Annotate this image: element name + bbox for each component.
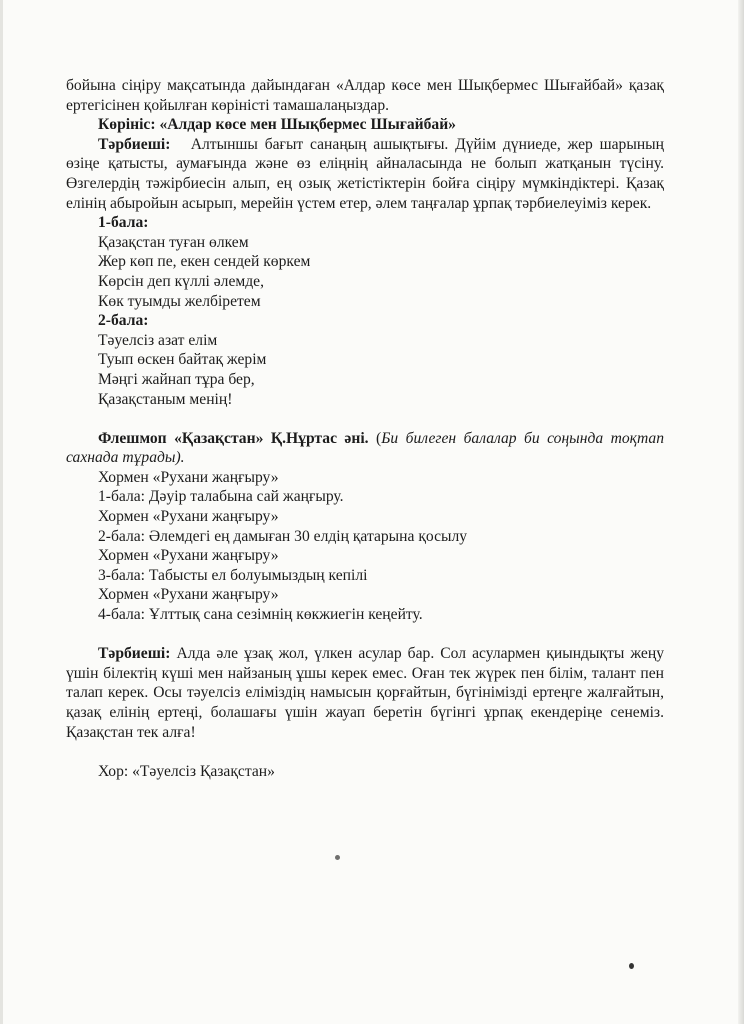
chant-line: 3-бала: Табысты ел болуымыздың кепілі bbox=[98, 566, 368, 584]
flashmob-note: Би билеген балалар би соңында тоқтап сахнада тұрады). bbox=[66, 429, 664, 467]
poem-line: Мәңгі жайнап тұра бер, bbox=[98, 370, 255, 388]
chant-line: 1-бала: Дәуір талабына сай жаңғыру. bbox=[98, 488, 344, 506]
child1-poem bbox=[66, 213, 664, 311]
poem-line: Тәуелсіз азат елім bbox=[98, 331, 218, 349]
chant-line: Хормен «Рухани жаңғыру» bbox=[98, 468, 279, 486]
scene-title: «Алдар көсе мен Шықбермес Шығайбай» bbox=[159, 116, 456, 134]
intro-paragraph: бойына сіңіру мақсатында дайындаған «Алдар көсе мен Шықбермес Шығайбай» қазақ ертегісінен қойылған көріністі тамашалаңыздар. bbox=[66, 77, 664, 114]
scan-speck bbox=[629, 963, 634, 969]
scene-label: Көрініс: bbox=[98, 116, 156, 134]
child1-label: 1-бала: bbox=[98, 214, 149, 232]
chant-list bbox=[66, 468, 664, 625]
chant-line: Хормен «Рухани жаңғыру» bbox=[98, 586, 279, 604]
teacher-text-1: Алтыншы бағыт санаңың ашықтығы. Дүйім дүниеде, жер шарының өзіңе қатысты, аумағында және өз еліңнің айналасында не болып жатқанын түсіну. Өзгелердің тәжірбиесін алып, ең озық жетістіктерін бойға сіңіру мүмкіндіктері. Қазақ елінің абыройын асырып, мерейін үстем етер, әлем таңғалар ұрпақ тәрбиелеуіміз керек. bbox=[66, 135, 664, 212]
chant-line: Хормен «Рухани жаңғыру» bbox=[98, 547, 279, 565]
document-body bbox=[66, 76, 664, 781]
teacher-text-2: Алда әле ұзақ жол, үлкен асулар бар. Сол асулармен қиындықты жеңу үшін білектің күші мен найзаның ұшы керек емес. Оған тек жүрек пен білім, талант пен талап керек. Осы тәуелсіз еліміздің намысын қорғайтын, бүгінімізді ертеңге жалғайтын, қазақ елінің ертеңі, болашағы үшін жауап беретін бүгінгі ұрпақ екендеріңе сенеміз. Қазақстан тек алға! bbox=[66, 645, 664, 741]
closing-line: Хор: «Тәуелсіз Қазақстан» bbox=[98, 762, 275, 780]
flashmob-paragraph: Флешмоп «Қазақстан» Қ.Нұртас әні. (Би билеген балалар би соңында тоқтап сахнада тұрады). bbox=[66, 429, 664, 467]
child2-label: 2-бала: bbox=[98, 312, 149, 330]
teacher-speaker-1: Тәрбиеші: bbox=[98, 135, 171, 153]
poem-line: Жер көп пе, екен сендей көркем bbox=[98, 253, 311, 271]
teacher-speaker-2: Тәрбиеші: bbox=[98, 645, 171, 663]
scan-speck bbox=[335, 855, 340, 860]
scan-edge-right bbox=[738, 0, 744, 1024]
poem-line: Қазақстаным менің! bbox=[98, 390, 233, 408]
chant-line: Хормен «Рухани жаңғыру» bbox=[98, 508, 279, 526]
child2-poem bbox=[66, 311, 664, 409]
scan-edge-left bbox=[0, 0, 3, 1024]
teacher-paragraph-1 bbox=[66, 135, 664, 213]
chant-line: 4-бала: Ұлттық сана сезімнің көкжиегін кеңейту. bbox=[98, 606, 423, 624]
poem-line: Туып өскен байтақ жерім bbox=[98, 351, 267, 369]
chant-line: 2-бала: Әлемдегі ең дамыған 30 елдің қатарына қосылу bbox=[98, 527, 468, 545]
flashmob-heading: Флешмоп «Қазақстан» Қ.Нұртас әні. bbox=[98, 429, 369, 447]
poem-line: Көрсін деп күллі әлемде, bbox=[98, 272, 265, 290]
teacher-paragraph-2 bbox=[66, 644, 664, 742]
scene-heading bbox=[66, 115, 664, 135]
poem-line: Көк туымды желбіретем bbox=[98, 292, 261, 310]
poem-line: Қазақстан туған өлкем bbox=[98, 233, 249, 251]
